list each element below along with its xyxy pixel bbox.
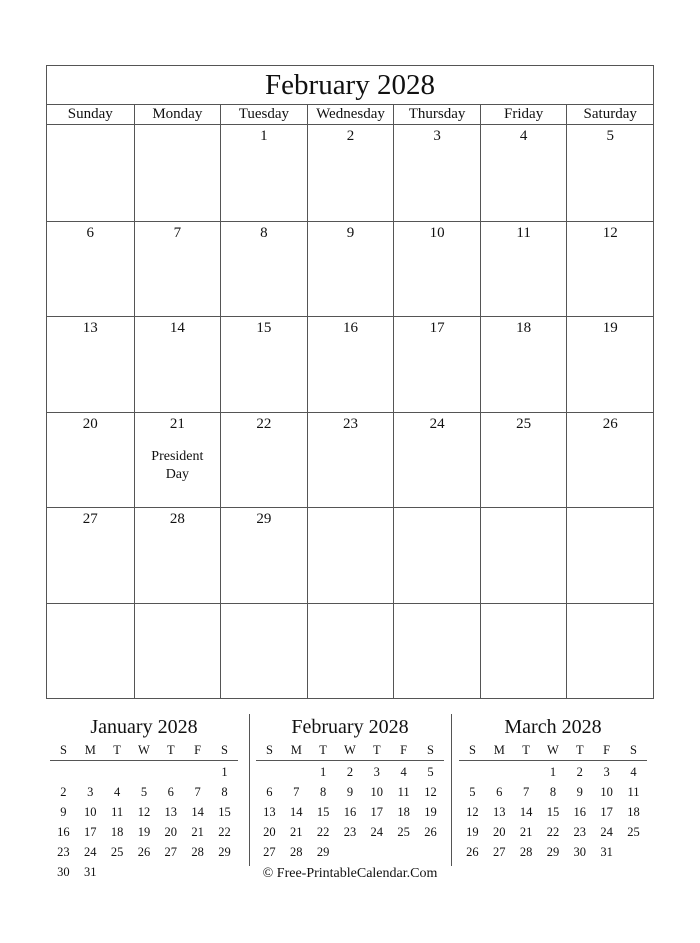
day-cell (480, 125, 567, 221)
day-cell (307, 507, 394, 603)
day-cell (134, 412, 221, 508)
day-cell (220, 221, 307, 317)
mini-day: 3 (373, 764, 380, 779)
day-number: 19 (602, 320, 618, 336)
mini-day: 29 (218, 844, 231, 859)
mini-day: 12 (137, 804, 151, 819)
mini-calendar-table (50, 740, 238, 882)
day-cell (307, 316, 394, 412)
mini-day: 6 (167, 784, 174, 799)
day-cell (220, 507, 307, 603)
mini-day: 22 (316, 824, 330, 839)
day-cell (393, 125, 480, 221)
mini-day (77, 761, 104, 783)
mini-day: 29 (316, 844, 330, 859)
mini-day: 3 (87, 784, 94, 799)
mini-day: 27 (164, 844, 178, 859)
mini-calendar-january (50, 714, 238, 882)
mini-weekday-header: F (593, 740, 620, 761)
mini-day (363, 842, 390, 862)
mini-day: 17 (600, 804, 613, 819)
mini-day: 19 (466, 824, 479, 839)
mini-weekday-header: F (184, 740, 211, 761)
mini-day: 8 (221, 784, 228, 799)
mini-day: 21 (519, 824, 533, 839)
mini-day: 14 (290, 804, 303, 819)
mini-day (390, 842, 417, 862)
day-number: 11 (516, 224, 531, 241)
day-cell (480, 412, 567, 508)
mini-day (131, 761, 158, 783)
mini-calendar-title: January 2028 (90, 716, 198, 738)
mini-day: 31 (600, 844, 613, 859)
day-cell (307, 603, 394, 699)
day-number: 27 (82, 511, 98, 527)
day-number: 23 (342, 415, 358, 432)
mini-day (104, 761, 131, 783)
holiday-line: Day (165, 466, 190, 482)
mini-weekday-header: T (513, 740, 540, 761)
mini-day: 2 (576, 764, 583, 779)
holiday-note (135, 448, 221, 484)
mini-day (513, 761, 540, 783)
mini-day: 6 (496, 784, 503, 799)
mini-day: 13 (263, 804, 276, 819)
mini-day: 18 (627, 804, 640, 819)
day-cell (134, 316, 221, 412)
mini-day: 7 (522, 784, 530, 799)
mini-day: 24 (370, 824, 384, 839)
day-cell (307, 412, 394, 508)
mini-day (256, 761, 283, 783)
mini-day: 20 (493, 824, 506, 839)
mini-day: 7 (194, 784, 201, 799)
day-number: 2 (346, 128, 355, 144)
mini-day: 21 (290, 824, 303, 839)
mini-day: 12 (424, 784, 437, 799)
mini-day: 5 (140, 784, 148, 799)
mini-day: 8 (319, 784, 327, 799)
mini-calendar-table (256, 740, 444, 862)
mini-day (337, 842, 364, 862)
mini-day: 16 (343, 804, 357, 819)
mini-weekday-header: W (540, 740, 567, 761)
mini-calendar-title: March 2028 (504, 716, 602, 738)
mini-day: 13 (164, 804, 178, 819)
day-cell (566, 412, 653, 508)
mini-day: 4 (113, 784, 121, 799)
day-number: 3 (433, 128, 441, 144)
mini-weekday-header: T (157, 740, 184, 761)
mini-day: 1 (221, 764, 228, 779)
day-cell (566, 507, 653, 603)
day-number: 25 (516, 415, 532, 432)
day-cell (566, 221, 653, 317)
day-cell (566, 603, 653, 699)
mini-day: 22 (218, 824, 231, 839)
mini-day: 24 (600, 824, 613, 839)
day-number: 7 (173, 224, 182, 241)
mini-weekday-header: W (131, 740, 158, 761)
weekday-header: Friday (480, 105, 567, 124)
mini-weekday-header: S (50, 740, 77, 761)
mini-day: 25 (627, 824, 640, 839)
mini-day (157, 761, 184, 783)
mini-day: 9 (60, 804, 67, 819)
day-number: 28 (169, 511, 185, 527)
day-cell (480, 316, 567, 412)
mini-day: 26 (137, 844, 151, 859)
day-number: 10 (429, 224, 445, 241)
day-cell (393, 507, 480, 603)
mini-day: 5 (427, 764, 434, 779)
mini-day: 23 (573, 824, 587, 839)
mini-day: 23 (57, 844, 70, 859)
mini-weekday-header: W (337, 740, 364, 761)
day-cell (134, 125, 221, 221)
mini-calendar-title: February 2028 (291, 716, 409, 738)
mini-day: 18 (110, 824, 124, 839)
weekday-header: Thursday (393, 105, 480, 124)
day-cell (47, 507, 134, 603)
day-cell (47, 125, 134, 221)
day-cell (47, 412, 134, 508)
mini-day: 28 (191, 844, 204, 859)
mini-day (283, 761, 310, 783)
mini-day: 27 (263, 844, 276, 859)
day-cell (220, 316, 307, 412)
weekday-header: Monday (134, 105, 221, 124)
mini-day: 10 (84, 804, 97, 819)
mini-day: 26 (466, 844, 479, 859)
mini-day: 29 (546, 844, 560, 859)
mini-day: 20 (164, 824, 178, 839)
mini-day: 9 (576, 784, 583, 799)
mini-weekday-header: T (310, 740, 337, 761)
day-number: 26 (602, 415, 618, 432)
mini-weekday-header: T (104, 740, 131, 761)
mini-day: 16 (57, 824, 70, 839)
mini-day: 23 (343, 824, 357, 839)
mini-day: 1 (319, 764, 327, 779)
mini-day: 27 (493, 844, 506, 859)
mini-day: 6 (266, 784, 273, 799)
mini-day: 1 (549, 764, 557, 779)
day-number: 1 (260, 128, 268, 144)
day-grid (47, 125, 653, 698)
mini-day (50, 761, 77, 783)
mini-weekday-header: T (566, 740, 593, 761)
day-number: 24 (429, 415, 445, 432)
mini-day: 7 (293, 784, 300, 799)
mini-weekday-header: S (620, 740, 647, 761)
day-cell (47, 316, 134, 412)
mini-day: 26 (424, 824, 437, 839)
mini-day: 15 (218, 804, 231, 819)
day-number: 14 (169, 320, 185, 336)
mini-day: 2 (346, 764, 354, 779)
day-cell (47, 221, 134, 317)
day-number: 17 (429, 320, 445, 336)
mini-day: 16 (573, 804, 587, 819)
mini-day: 28 (519, 844, 533, 859)
day-cell (393, 221, 480, 317)
mini-day (459, 761, 486, 783)
day-cell (134, 507, 221, 603)
mini-calendar-table (459, 740, 647, 862)
mini-day: 15 (316, 804, 330, 819)
mini-day: 28 (290, 844, 303, 859)
holiday-line: President (151, 448, 204, 464)
day-cell (480, 603, 567, 699)
mini-day: 25 (397, 824, 410, 839)
mini-day: 13 (493, 804, 506, 819)
mini-day: 11 (627, 784, 640, 799)
weekday-header: Tuesday (220, 105, 307, 124)
mini-day: 15 (546, 804, 560, 819)
main-calendar (46, 65, 654, 699)
day-number: 6 (86, 224, 95, 241)
day-cell (393, 603, 480, 699)
mini-day: 4 (630, 764, 637, 779)
mini-day: 12 (466, 804, 479, 819)
mini-day: 19 (137, 824, 151, 839)
mini-day: 17 (84, 824, 97, 839)
mini-day: 20 (263, 824, 276, 839)
mini-day (417, 842, 444, 862)
day-number: 22 (256, 415, 272, 432)
mini-day: 31 (84, 864, 97, 879)
mini-day: 8 (549, 784, 557, 799)
mini-day: 18 (397, 804, 410, 819)
day-cell (220, 603, 307, 699)
mini-day: 2 (60, 784, 67, 799)
mini-day: 19 (424, 804, 437, 819)
mini-day: 14 (191, 804, 204, 819)
day-cell (134, 603, 221, 699)
day-number: 9 (346, 224, 355, 241)
day-cell (480, 507, 567, 603)
mini-day: 11 (397, 784, 410, 799)
weekday-header: Sunday (67, 106, 113, 122)
mini-weekday-header: S (211, 740, 238, 761)
day-cell (307, 125, 394, 221)
day-number: 16 (342, 320, 358, 336)
day-number: 5 (606, 128, 614, 144)
day-cell (393, 412, 480, 508)
day-cell (566, 125, 653, 221)
mini-weekday-header: M (77, 740, 104, 761)
mini-weekday-header: S (459, 740, 486, 761)
mini-day (620, 842, 647, 862)
mini-weekday-header: S (256, 740, 283, 761)
mini-day: 21 (191, 824, 204, 839)
mini-day: 30 (57, 864, 70, 879)
day-number: 18 (516, 320, 532, 336)
day-number: 15 (256, 320, 272, 336)
day-cell (220, 412, 307, 508)
mini-weekday-header: T (363, 740, 390, 761)
mini-calendar-march (459, 714, 647, 862)
mini-day: 3 (603, 764, 610, 779)
mini-weekday-header: F (390, 740, 417, 761)
day-number: 20 (82, 415, 98, 432)
mini-weekday-header: S (417, 740, 444, 761)
mini-weekday-header: M (283, 740, 310, 761)
mini-day: 30 (573, 844, 587, 859)
day-number: 4 (519, 128, 528, 144)
day-cell (393, 316, 480, 412)
divider (249, 714, 250, 866)
mini-day: 25 (110, 844, 124, 859)
day-cell (220, 125, 307, 221)
footer-credit: © Free-PrintableCalendar.Com (262, 866, 438, 881)
weekday-header: Saturday (566, 105, 653, 124)
mini-day (486, 761, 513, 783)
day-number: 29 (256, 511, 272, 527)
mini-day: 14 (519, 804, 533, 819)
mini-day: 9 (346, 784, 354, 799)
day-number: 13 (82, 320, 98, 336)
calendar-title: February 2028 (47, 66, 653, 105)
weekday-header: Wednesday (307, 105, 394, 124)
day-cell (134, 221, 221, 317)
day-cell (307, 221, 394, 317)
mini-day: 5 (469, 784, 476, 799)
divider (451, 714, 452, 866)
day-cell (480, 221, 567, 317)
mini-day (184, 761, 211, 783)
mini-day: 17 (370, 804, 384, 819)
day-cell (47, 603, 134, 699)
day-number: 12 (602, 224, 618, 241)
day-number: 8 (260, 224, 268, 241)
mini-day: 22 (546, 824, 560, 839)
mini-calendar-february (256, 714, 444, 862)
mini-day: 4 (400, 764, 407, 779)
day-number: 21 (169, 415, 185, 432)
mini-day: 24 (84, 844, 97, 859)
day-cell (566, 316, 653, 412)
mini-day: 10 (370, 784, 384, 799)
weekday-header-row (47, 105, 653, 125)
mini-day: 11 (111, 804, 124, 819)
mini-day: 10 (600, 784, 613, 799)
mini-weekday-header: M (486, 740, 513, 761)
